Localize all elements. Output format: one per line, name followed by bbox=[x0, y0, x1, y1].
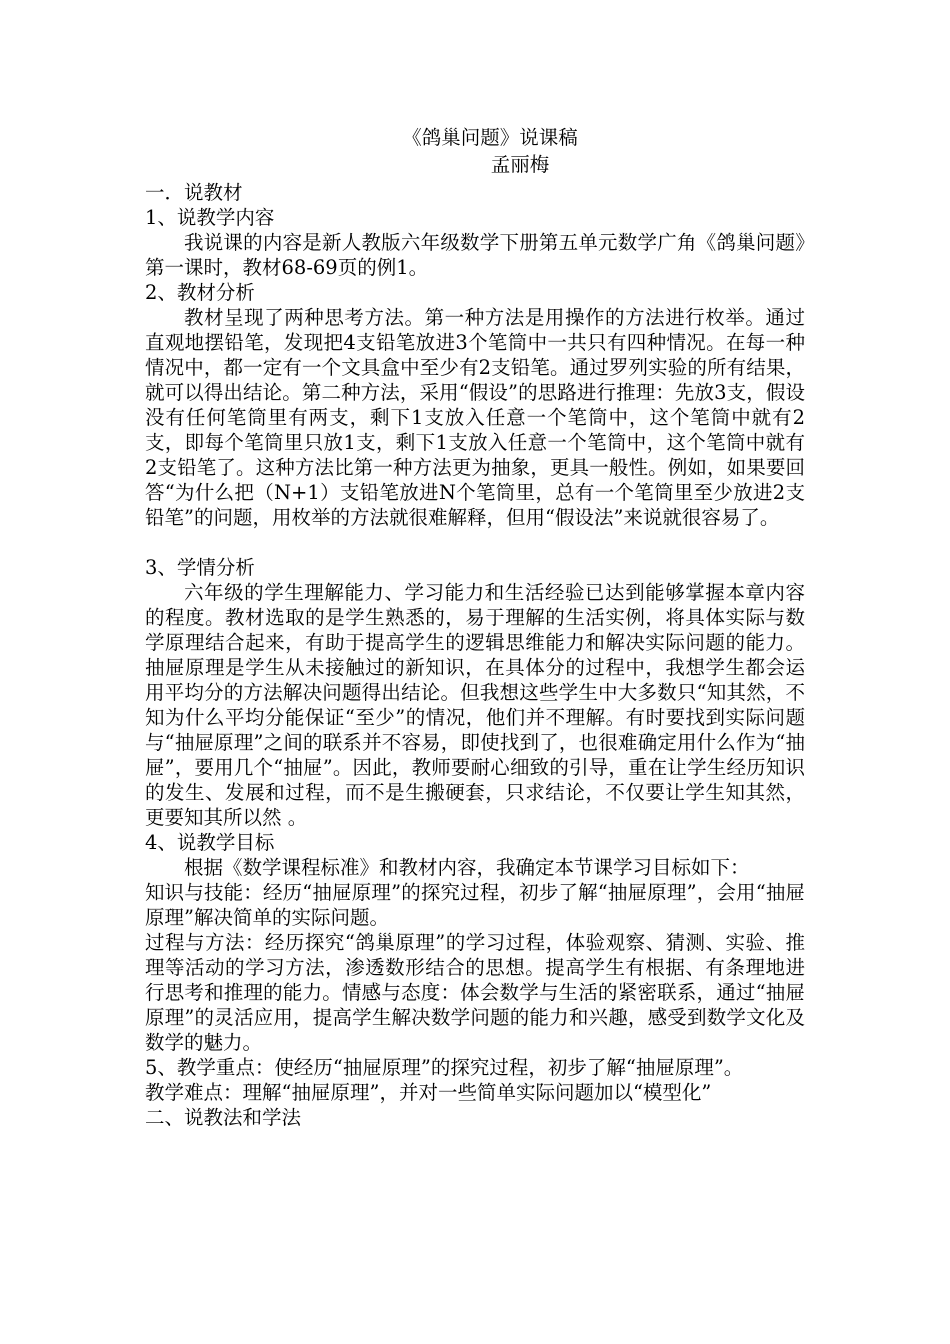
paragraph-goals-process: 过程与方法：经历探究“鸽巢原理”的学习过程，体验观察、猜测、实验、推理等活动的学习方法，渗透数形结合的思想。提高学生有根据、有条理地进行思考和推理的能力。情感与态度：体会数学与生活的紧密联系，通过“抽屉原理”的灵活应用，提高学生解决数学问题的能力和兴趣，感受到数学文化及数学的魅力。 bbox=[145, 931, 805, 1054]
subheading-student-analysis: 3、学情分析 bbox=[145, 556, 255, 579]
document-author: 孟丽梅 bbox=[490, 153, 550, 176]
subheading-teaching-goals: 4、说教学目标 bbox=[145, 831, 275, 854]
paragraph-spacer bbox=[145, 530, 805, 555]
paragraph-key-points: 5、教学重点：使经历“抽屉原理”的探究过程，初步了解“抽屉原理”。 bbox=[145, 1056, 744, 1079]
section-heading-textbook: 一．说教材 bbox=[145, 181, 243, 204]
paragraph-student-analysis: 六年级的学生理解能力、学习能力和生活经验已达到能够掌握本章内容的程度。教材选取的是学生熟悉的，易于理解的生活实例，将具体实际与数学原理结合起来，有助于提高学生的逻辑思维能力和解决实际问题的能力。抽屉原理是学生从未接触过的新知识，在具体分的过程中，我想学生都会运用平均分的方法解决问题得出结论。但我想这些学生中大多数只“知其然，不知为什么平均分能保证“至少”的情况，他们并不理解。有时要找到实际问题与“抽屉原理”之间的联系并不容易，即使找到了，也很难确定用什么作为“抽屉”，要用几个“抽屉”。因此，教师要耐心细致的引导，重在让学生经历知识的发生、发展和过程，而不是生搬硬套，只求结论，不仅要让学生知其然，更要知其所以然 。 bbox=[145, 581, 805, 829]
paragraph-textbook-analysis: 教材呈现了两种思考方法。第一种方法是用操作的方法进行枚举。通过直观地摆铅笔，发现把4支铅笔放进3个笔筒中一共只有四种情况。在每一种情况中，都一定有一个文具盒中至少有2支铅笔。通过罗列实验的所有结果，就可以得出结论。第二种方法，采用“假设”的思路进行推理：先放3支，假设没有任何笔筒里有两支，剩下1支放入任意一个笔筒中，这个笔筒中就有2支，即每个笔筒里只放1支，剩下1支放入任意一个笔筒中，这个笔筒中就有2支铅笔了。这种方法比第一种方法更为抽象，更具一般性。例如，如果要回答“为什么把（N+1）支铅笔放进N个笔筒里，总有一个笔筒里至少放进2支铅笔”的问题，用枚举的方法就很难解释，但用“假设法”来说就很容易了。 bbox=[145, 306, 805, 529]
subheading-textbook-analysis: 2、教材分析 bbox=[145, 281, 255, 304]
paragraph-difficult-points: 教学难点：理解“抽屉原理”，并对一些简单实际问题加以“模型化” bbox=[145, 1081, 712, 1104]
paragraph-goals-knowledge: 知识与技能：经历“抽屉原理”的探究过程，初步了解“抽屉原理”，会用“抽屉原理”解决简单的实际问题。 bbox=[145, 881, 805, 929]
subheading-teaching-content: 1、说教学内容 bbox=[145, 206, 275, 229]
document-title: 《鸽巢问题》说课稿 bbox=[402, 126, 578, 149]
paragraph-teaching-content: 我说课的内容是新人教版六年级数学下册第五单元数学广角《鸽巢问题》第一课时，教材68-69页的例1。 bbox=[145, 231, 805, 279]
section-heading-methods: 二、说教法和学法 bbox=[145, 1106, 302, 1129]
document-page bbox=[145, 124, 805, 1130]
paragraph-goals-intro: 根据《数学课程标准》和教材内容，我确定本节课学习目标如下： bbox=[184, 856, 750, 879]
